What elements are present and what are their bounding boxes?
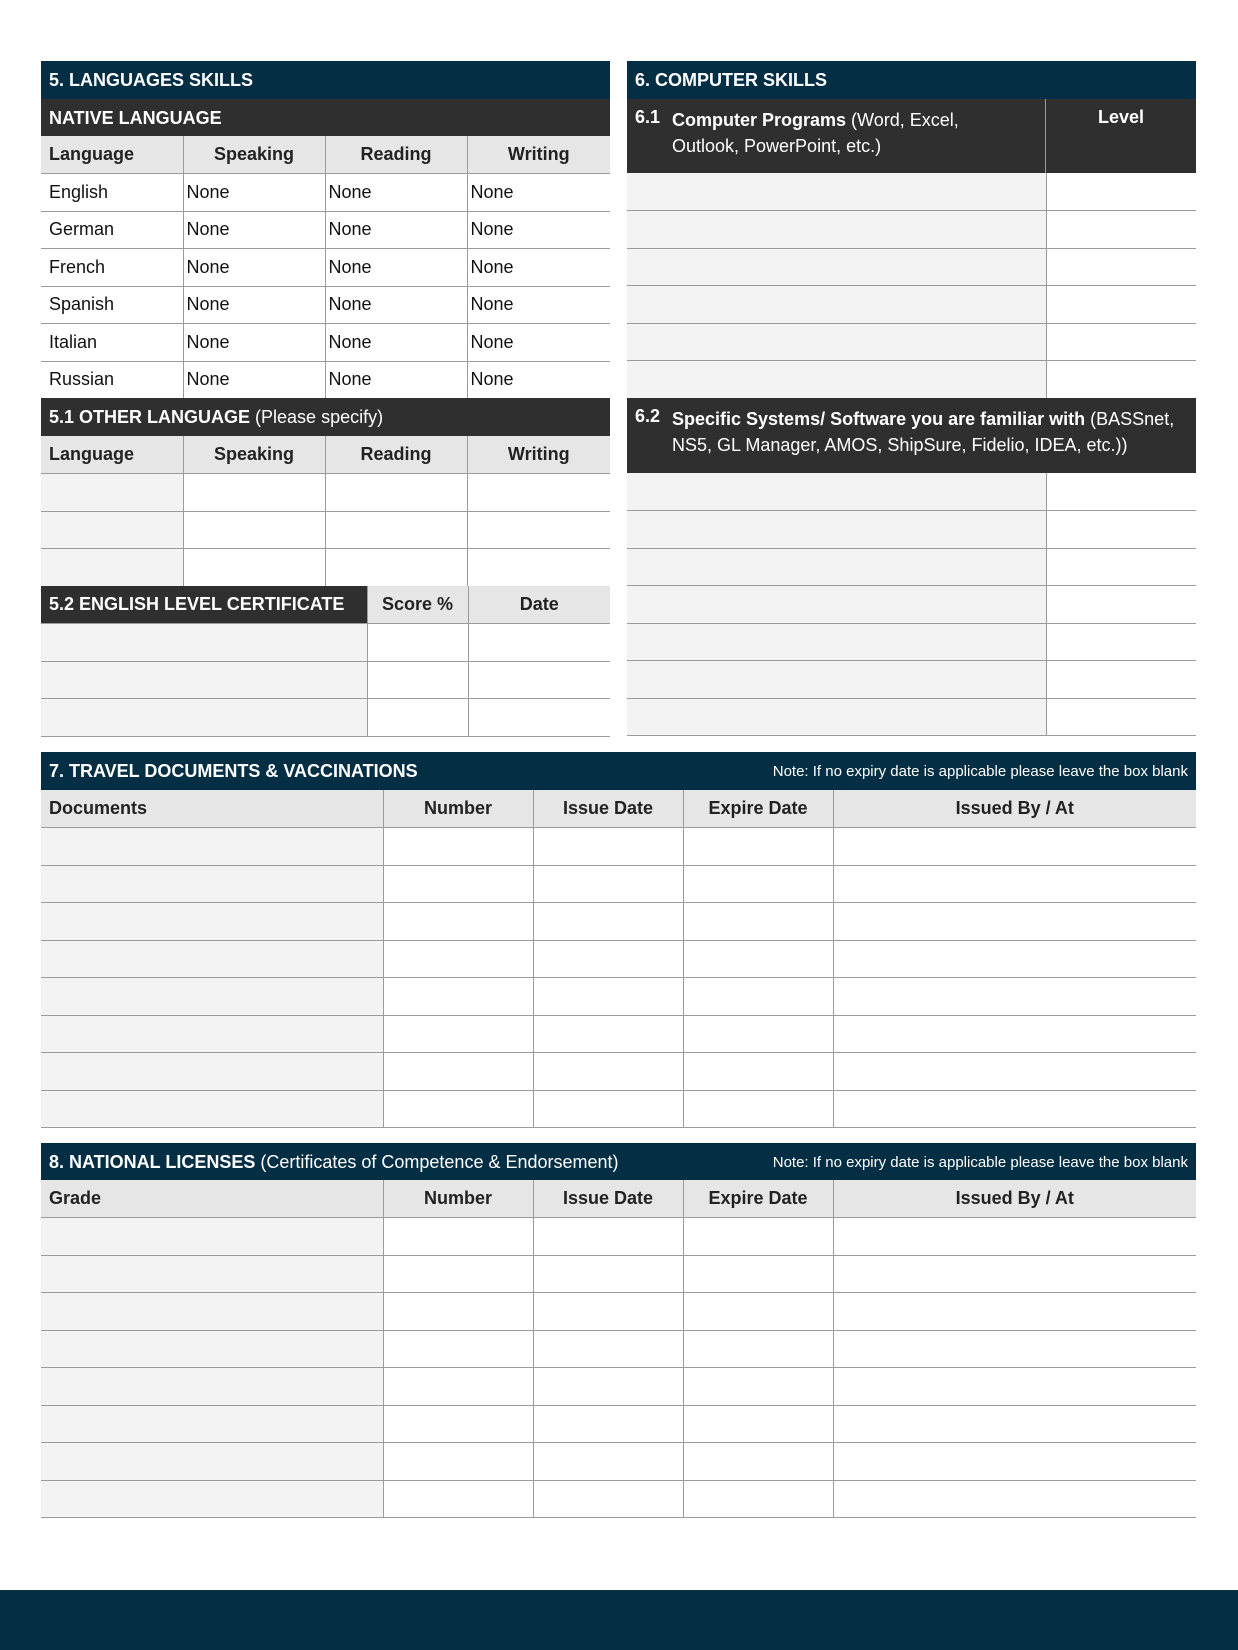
level-input[interactable] — [1046, 211, 1196, 249]
table-row — [41, 211, 610, 249]
level-input[interactable] — [1046, 661, 1196, 699]
computer-programs-number: 6.1 — [635, 107, 661, 127]
score-input[interactable] — [367, 624, 468, 662]
column-header: Expire Date — [683, 790, 833, 828]
grade-input[interactable] — [41, 1330, 383, 1368]
number-input[interactable] — [383, 1015, 533, 1053]
expire-date-input[interactable] — [683, 1255, 833, 1293]
level-input[interactable] — [1046, 698, 1196, 736]
level-input[interactable] — [1046, 473, 1196, 511]
issue-date-input[interactable] — [533, 1053, 683, 1091]
program-input[interactable] — [627, 211, 1046, 249]
grade-input[interactable] — [41, 1218, 383, 1256]
specific-systems-title: Specific Systems/ Software you are familiar with — [672, 409, 1086, 429]
table-row — [627, 586, 1196, 624]
number-input[interactable] — [383, 1090, 533, 1128]
column-header: Expire Date — [683, 1180, 833, 1218]
table-row — [41, 249, 610, 287]
number-input[interactable] — [383, 903, 533, 941]
number-input[interactable] — [383, 1293, 533, 1331]
level-input[interactable] — [1046, 511, 1196, 549]
system-input[interactable] — [627, 548, 1046, 586]
document-input[interactable] — [41, 1053, 383, 1091]
document-input[interactable] — [41, 978, 383, 1016]
writing-cell[interactable]: None — [467, 211, 610, 249]
issue-date-input[interactable] — [533, 940, 683, 978]
language-cell: Russian — [41, 361, 183, 399]
table-header-row — [41, 436, 610, 474]
issue-date-input[interactable] — [533, 1330, 683, 1368]
section-5-title: 5. LANGUAGES SKILLS — [49, 70, 254, 90]
number-input[interactable] — [383, 978, 533, 1016]
speaking-cell[interactable]: None — [183, 211, 325, 249]
table-row — [41, 624, 610, 662]
issue-date-input[interactable] — [533, 865, 683, 903]
section-8-title-bold: 8. NATIONAL LICENSES — [49, 1152, 256, 1172]
issued-by-input[interactable] — [833, 1015, 1196, 1053]
expire-date-input[interactable] — [683, 1443, 833, 1481]
issued-by-input[interactable] — [833, 1368, 1196, 1406]
english-certificate-title: 5.2 ENGLISH LEVEL CERTIFICATE — [41, 586, 367, 624]
table-row — [627, 661, 1196, 699]
table-header-row — [41, 790, 1196, 828]
table-row — [627, 698, 1196, 736]
table-row — [41, 903, 1196, 941]
issued-by-input[interactable] — [833, 1090, 1196, 1128]
native-language-header — [41, 99, 610, 136]
reading-cell[interactable]: None — [325, 174, 467, 212]
issued-by-input[interactable] — [833, 865, 1196, 903]
table-row — [41, 1218, 1196, 1256]
table-header-row — [41, 1180, 1196, 1218]
section-6-title: 6. COMPUTER SKILLS — [635, 70, 828, 90]
score-input[interactable] — [367, 699, 468, 737]
section-5-header — [41, 61, 610, 99]
level-input[interactable] — [1046, 586, 1196, 624]
reading-input[interactable] — [325, 474, 467, 512]
other-language-title — [49, 398, 383, 436]
issued-by-input[interactable] — [833, 1053, 1196, 1091]
level-input[interactable] — [1046, 286, 1196, 324]
table-row — [41, 661, 610, 699]
issue-date-input[interactable] — [533, 1480, 683, 1518]
table-row — [41, 1405, 1196, 1443]
column-header: Reading — [325, 436, 467, 474]
grade-input[interactable] — [41, 1368, 383, 1406]
expire-date-input[interactable] — [683, 1368, 833, 1406]
number-input[interactable] — [383, 1053, 533, 1091]
issued-by-input[interactable] — [833, 1405, 1196, 1443]
certificate-input[interactable] — [41, 699, 367, 737]
level-input[interactable] — [1046, 548, 1196, 586]
writing-cell[interactable]: None — [467, 324, 610, 362]
column-header: Issue Date — [533, 790, 683, 828]
section-7-note: Note: If no expiry date is applicable please leave the box blank — [772, 763, 1188, 780]
table-row — [41, 699, 610, 737]
issue-date-input[interactable] — [533, 1090, 683, 1128]
number-input[interactable] — [383, 1255, 533, 1293]
issue-date-input[interactable] — [533, 1218, 683, 1256]
expire-date-input[interactable] — [683, 1405, 833, 1443]
issued-by-input[interactable] — [833, 978, 1196, 1016]
speaking-input[interactable] — [183, 511, 325, 549]
issue-date-input[interactable] — [533, 1293, 683, 1331]
level-input[interactable] — [1046, 173, 1196, 211]
section-8-title — [49, 1143, 619, 1181]
issue-date-input[interactable] — [533, 1368, 683, 1406]
issue-date-input[interactable] — [533, 1443, 683, 1481]
number-input[interactable] — [383, 1480, 533, 1518]
reading-cell[interactable]: None — [325, 361, 467, 399]
issued-by-input[interactable] — [833, 828, 1196, 866]
other-language-header — [41, 398, 610, 436]
expire-date-input[interactable] — [683, 1090, 833, 1128]
grade-input[interactable] — [41, 1405, 383, 1443]
specific-systems-label — [672, 406, 1192, 458]
column-header: Issued By / At — [833, 1180, 1196, 1218]
column-header: Number — [383, 1180, 533, 1218]
computer-programs-header — [627, 99, 1196, 173]
computer-programs-label — [672, 107, 1002, 159]
table-row — [627, 361, 1196, 399]
issued-by-input[interactable] — [833, 903, 1196, 941]
table-row — [627, 323, 1196, 361]
number-input[interactable] — [383, 1368, 533, 1406]
expire-date-input[interactable] — [683, 865, 833, 903]
issued-by-input[interactable] — [833, 1330, 1196, 1368]
issued-by-input[interactable] — [833, 1218, 1196, 1256]
issued-by-input[interactable] — [833, 1480, 1196, 1518]
document-input[interactable] — [41, 828, 383, 866]
table-header-row — [41, 586, 610, 624]
grade-input[interactable] — [41, 1443, 383, 1481]
table-row — [41, 828, 1196, 866]
table-row — [627, 623, 1196, 661]
column-header: Date — [468, 586, 610, 624]
expire-date-input[interactable] — [683, 1218, 833, 1256]
number-input[interactable] — [383, 1405, 533, 1443]
national-licenses-table — [41, 1180, 1196, 1518]
date-input[interactable] — [468, 624, 610, 662]
writing-cell[interactable]: None — [467, 286, 610, 324]
writing-input[interactable] — [467, 511, 610, 549]
document-input[interactable] — [41, 940, 383, 978]
system-input[interactable] — [627, 586, 1046, 624]
table-row — [41, 511, 610, 549]
level-input[interactable] — [1046, 623, 1196, 661]
column-header: Reading — [325, 136, 467, 174]
table-row — [41, 1443, 1196, 1481]
reading-input[interactable] — [325, 511, 467, 549]
table-row — [41, 978, 1196, 1016]
grade-input[interactable] — [41, 1293, 383, 1331]
computer-programs-examples: (Word, Excel, Outlook, PowerPoint, etc.) — [672, 110, 959, 156]
speaking-cell[interactable]: None — [183, 361, 325, 399]
expire-date-input[interactable] — [683, 1480, 833, 1518]
issue-date-input[interactable] — [533, 1255, 683, 1293]
table-row — [41, 324, 610, 362]
footer-bar — [0, 1590, 1238, 1650]
system-input[interactable] — [627, 623, 1046, 661]
number-input[interactable] — [383, 940, 533, 978]
section-7-header — [41, 752, 1196, 790]
expire-date-input[interactable] — [683, 940, 833, 978]
document-input[interactable] — [41, 1090, 383, 1128]
table-row — [41, 1255, 1196, 1293]
number-input[interactable] — [383, 1330, 533, 1368]
number-input[interactable] — [383, 1218, 533, 1256]
speaking-input[interactable] — [183, 474, 325, 512]
table-row — [627, 548, 1196, 586]
program-input[interactable] — [627, 323, 1046, 361]
table-row — [41, 361, 610, 399]
column-header: Issue Date — [533, 1180, 683, 1218]
issued-by-input[interactable] — [833, 1443, 1196, 1481]
column-header: Number — [383, 790, 533, 828]
writing-cell[interactable]: None — [467, 249, 610, 287]
writing-cell[interactable]: None — [467, 361, 610, 399]
language-cell: German — [41, 211, 183, 249]
number-input[interactable] — [383, 865, 533, 903]
writing-input[interactable] — [467, 549, 610, 587]
system-input[interactable] — [627, 661, 1046, 699]
expire-date-input[interactable] — [683, 1053, 833, 1091]
program-input[interactable] — [627, 173, 1046, 211]
other-language-title-note: (Please specify) — [250, 407, 384, 427]
table-row — [41, 1015, 1196, 1053]
grade-input[interactable] — [41, 1255, 383, 1293]
issue-date-input[interactable] — [533, 978, 683, 1016]
date-input[interactable] — [468, 661, 610, 699]
score-input[interactable] — [367, 661, 468, 699]
column-header: Score % — [367, 586, 468, 624]
speaking-cell[interactable]: None — [183, 286, 325, 324]
language-cell: French — [41, 249, 183, 287]
other-language-title-bold: 5.1 OTHER LANGUAGE — [49, 407, 251, 427]
grade-input[interactable] — [41, 1480, 383, 1518]
program-input[interactable] — [627, 286, 1046, 324]
table-row — [41, 865, 1196, 903]
issued-by-input[interactable] — [833, 1293, 1196, 1331]
table-header-row — [41, 136, 610, 174]
table-row — [41, 1293, 1196, 1331]
level-input[interactable] — [1046, 323, 1196, 361]
document-input[interactable] — [41, 1015, 383, 1053]
speaking-cell[interactable]: None — [183, 249, 325, 287]
section-8-header — [41, 1143, 1196, 1180]
reading-input[interactable] — [325, 549, 467, 587]
specific-systems-number: 6.2 — [635, 406, 661, 426]
section-8-title-note: (Certificates of Competence & Endorsement) — [255, 1152, 619, 1172]
table-row — [41, 1330, 1196, 1368]
level-input[interactable] — [1046, 361, 1196, 399]
program-input[interactable] — [627, 248, 1046, 286]
issue-date-input[interactable] — [533, 903, 683, 941]
certificate-input[interactable] — [41, 624, 367, 662]
language-cell: English — [41, 174, 183, 212]
section-7-title: 7. TRAVEL DOCUMENTS & VACCINATIONS — [49, 761, 418, 781]
table-row — [627, 286, 1196, 324]
column-header: Writing — [467, 136, 610, 174]
level-input[interactable] — [1046, 248, 1196, 286]
column-header: Language — [41, 436, 183, 474]
reading-cell[interactable]: None — [325, 286, 467, 324]
column-header: Speaking — [183, 136, 325, 174]
english-certificate-table — [41, 586, 610, 737]
issue-date-input[interactable] — [533, 828, 683, 866]
reading-cell[interactable]: None — [325, 211, 467, 249]
column-header: Grade — [41, 1180, 383, 1218]
speaking-cell[interactable]: None — [183, 324, 325, 362]
number-input[interactable] — [383, 828, 533, 866]
table-row — [41, 1368, 1196, 1406]
computer-programs-title: Computer Programs — [672, 110, 847, 130]
other-language-table — [41, 436, 610, 587]
table-row — [627, 248, 1196, 286]
language-cell: Spanish — [41, 286, 183, 324]
issued-by-input[interactable] — [833, 1255, 1196, 1293]
expire-date-input[interactable] — [683, 903, 833, 941]
expire-date-input[interactable] — [683, 1330, 833, 1368]
system-input[interactable] — [627, 698, 1046, 736]
expire-date-input[interactable] — [683, 1015, 833, 1053]
column-header: Issued By / At — [833, 790, 1196, 828]
table-row — [41, 174, 610, 212]
system-input[interactable] — [627, 511, 1046, 549]
computer-programs-table — [627, 173, 1196, 399]
date-input[interactable] — [468, 699, 610, 737]
language-input[interactable] — [41, 474, 183, 512]
reading-cell[interactable]: None — [325, 249, 467, 287]
system-input[interactable] — [627, 473, 1046, 511]
program-input[interactable] — [627, 361, 1046, 399]
speaking-cell[interactable]: None — [183, 174, 325, 212]
language-input[interactable] — [41, 549, 183, 587]
table-row — [41, 474, 610, 512]
reading-cell[interactable]: None — [325, 324, 467, 362]
level-header: Level — [1097, 107, 1145, 127]
writing-cell[interactable]: None — [467, 174, 610, 212]
language-input[interactable] — [41, 511, 183, 549]
expire-date-input[interactable] — [683, 978, 833, 1016]
document-input[interactable] — [41, 903, 383, 941]
table-row — [41, 549, 610, 587]
number-input[interactable] — [383, 1443, 533, 1481]
section-8-note: Note: If no expiry date is applicable please leave the box blank — [772, 1154, 1188, 1171]
specific-systems-examples: (BASSnet, NS5, GL Manager, AMOS, ShipSure, Fidelio, IDEA, etc.)) — [672, 409, 1175, 455]
table-row — [627, 473, 1196, 511]
expire-date-input[interactable] — [683, 1293, 833, 1331]
specific-systems-header — [627, 398, 1196, 473]
issue-date-input[interactable] — [533, 1405, 683, 1443]
section-6-header — [627, 61, 1196, 99]
native-language-title: NATIVE LANGUAGE — [49, 108, 222, 128]
specific-systems-table — [627, 473, 1196, 736]
travel-documents-table — [41, 790, 1196, 1128]
column-header: Writing — [467, 436, 610, 474]
issue-date-input[interactable] — [533, 1015, 683, 1053]
table-row — [41, 286, 610, 324]
certificate-input[interactable] — [41, 661, 367, 699]
column-header: Speaking — [183, 436, 325, 474]
column-header: Language — [41, 136, 183, 174]
document-input[interactable] — [41, 865, 383, 903]
writing-input[interactable] — [467, 474, 610, 512]
table-row — [41, 1090, 1196, 1128]
column-header: Documents — [41, 790, 383, 828]
table-row — [41, 1480, 1196, 1518]
table-row — [627, 173, 1196, 211]
native-language-table — [41, 136, 610, 399]
issued-by-input[interactable] — [833, 940, 1196, 978]
expire-date-input[interactable] — [683, 828, 833, 866]
table-row — [41, 1053, 1196, 1091]
table-row — [627, 511, 1196, 549]
speaking-input[interactable] — [183, 549, 325, 587]
table-row — [627, 211, 1196, 249]
language-cell: Italian — [41, 324, 183, 362]
table-row — [41, 940, 1196, 978]
